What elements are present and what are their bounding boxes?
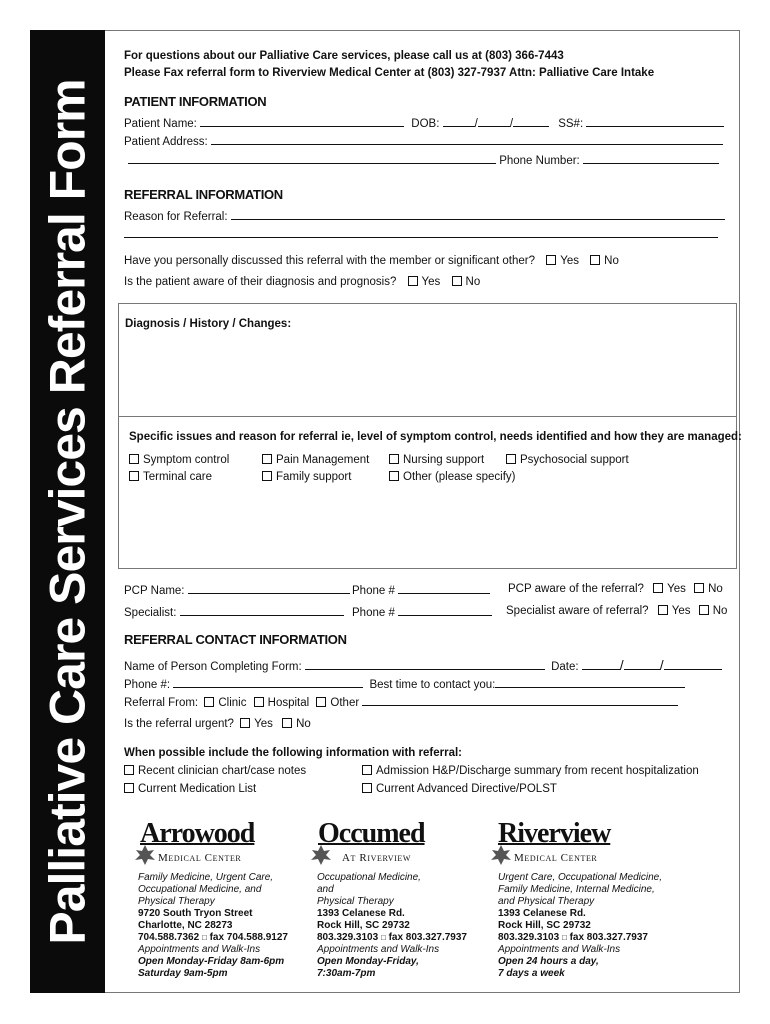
advanced-directive-label: Current Advanced Directive/POLST: [376, 783, 557, 795]
nursing-support-label: Nursing support: [403, 454, 485, 466]
clinic-checkbox[interactable]: [204, 697, 214, 707]
include-heading: When possible include the following information with referral:: [124, 747, 462, 759]
specialist-label: Specialist:: [124, 607, 177, 619]
discussed-no-label: No: [604, 255, 619, 267]
riverview-logo-sub: Medical Center: [514, 852, 598, 864]
other-from-label: Other: [330, 697, 360, 709]
admission-summary-checkbox[interactable]: [362, 765, 372, 775]
header-phone-line: For questions about our Palliative Care services, please call us at (803) 366-7443: [124, 50, 564, 62]
contact-phone-field[interactable]: [173, 676, 363, 688]
issue-option: [129, 453, 229, 467]
dob-year-field[interactable]: [513, 115, 549, 127]
admission-summary-label: Admission H&P/Discharge summary from recent hospitalization: [376, 765, 699, 777]
form-title-sidebar: [30, 30, 105, 993]
diagnosis-label: Diagnosis / History / Changes:: [125, 318, 292, 330]
chart-notes-label: Recent clinician chart/case notes: [138, 765, 307, 777]
aware-no-checkbox[interactable]: [452, 276, 462, 286]
arrowood-hours-1: Open Monday-Friday 8am-6pm: [138, 956, 285, 967]
date-day-field[interactable]: [624, 658, 660, 670]
pcp-aware-no-checkbox[interactable]: [694, 583, 704, 593]
issues-box[interactable]: [118, 416, 742, 569]
other-checkbox[interactable]: [389, 471, 399, 481]
discussed-yes-checkbox[interactable]: [546, 255, 556, 265]
arrowood-fax: fax 704.588.9127: [209, 932, 288, 943]
include-item: [362, 782, 557, 796]
occumed-hours-1: Open Monday-Friday,: [317, 956, 419, 967]
issue-option: [506, 453, 629, 467]
riverview-address-1: 1393 Celanese Rd.: [498, 908, 586, 919]
occumed-logo-sub: At Riverview: [342, 852, 412, 864]
header-fax-line: Please Fax referral form to Riverview Medical Center at (803) 327-7937 Attn: Palliative Care Intake: [124, 67, 655, 79]
other-label: Other (please specify): [403, 471, 516, 483]
aware-no-label: No: [465, 276, 481, 288]
riverview-hours-1: Open 24 hours a day,: [498, 956, 599, 967]
form-title: Palliative Care Services Referral Form: [39, 78, 96, 945]
issue-option: [262, 470, 351, 484]
issue-option: [129, 470, 212, 484]
arrowood-services-1: Family Medicine, Urgent Care,: [138, 872, 274, 883]
specialist-phone: [352, 604, 492, 620]
occumed-walkins: Appointments and Walk-Ins: [317, 944, 440, 955]
pcp-aware-label: PCP aware of the referral?: [508, 583, 644, 595]
symptom-control-checkbox[interactable]: [129, 454, 139, 464]
riverview-walkins: Appointments and Walk-Ins: [498, 944, 621, 955]
discussed-no-checkbox[interactable]: [590, 255, 600, 265]
pcp-phone-label: Phone #: [352, 585, 395, 597]
arrowood-hours-2: Saturday 9am-5pm: [138, 968, 228, 979]
arrowood-walkins: Appointments and Walk-Ins: [138, 944, 261, 955]
specialist-phone-label: Phone #: [352, 607, 395, 619]
best-time-label: Best time to contact you:: [369, 679, 496, 691]
hospital-label: Hospital: [267, 697, 310, 709]
reason-field-line2[interactable]: [124, 237, 718, 238]
occumed-services-1: Occupational Medicine,: [317, 872, 421, 883]
specialist-aware: [506, 604, 727, 618]
pcp-name-field[interactable]: [188, 582, 350, 594]
specialist-phone-field[interactable]: [398, 604, 492, 616]
occumed-hours-2: 7:30am-7pm: [317, 968, 376, 979]
patient-name-label: Patient Name:: [124, 118, 197, 130]
arrowood-services-2: Occupational Medicine, and: [138, 884, 262, 895]
family-support-label: Family support: [276, 471, 352, 483]
occumed-address-2: Rock Hill, SC 29732: [317, 920, 410, 931]
riverview-details: Urgent Care, Occupational Medicine, Family Medicine, Internal Medicine, and Physical Therapy 1393 Celanese Rd. Rock Hill, SC 29732 803.329.3103 □ fax 803.327.7937 Appointments and Walk-Ins Open 24 hours a day, 7 days a week: [498, 872, 662, 979]
chart-notes-checkbox[interactable]: [124, 765, 134, 775]
riverview-services-2: Family Medicine, Internal Medicine,: [498, 884, 655, 895]
arrowood-logo-name: Arrowood: [140, 818, 255, 849]
contact-heading: REFERRAL CONTACT INFORMATION: [124, 632, 347, 647]
pcp-aware-yes-label: Yes: [667, 583, 686, 595]
date-month-field[interactable]: [582, 658, 620, 670]
referral-from-row: [124, 694, 678, 710]
patient-address-line2-field[interactable]: [128, 152, 496, 164]
patient-name-field[interactable]: [200, 115, 404, 127]
other-from-checkbox[interactable]: [316, 697, 326, 707]
specialist-aware-no-checkbox[interactable]: [699, 605, 709, 615]
issues-label: Specific issues and reason for referral ie, level of symptom control, needs identified and how they are managed:: [129, 431, 742, 443]
urgent-yes-checkbox[interactable]: [240, 718, 250, 728]
pcp-phone: [352, 582, 490, 598]
phone-number-label: Phone Number:: [499, 155, 580, 167]
arrowood-details: Family Medicine, Urgent Care, Occupational Medicine, and Physical Therapy 9720 South Tryon Street Charlotte, NC 28273 704.588.7362 □ fax 704.588.9127 Appointments and Walk-Ins Open Monday-Friday 8am-6pm Saturday 9am-5pm: [138, 872, 288, 979]
riverview-logo-name: Riverview: [498, 818, 611, 849]
specialist-aware-no-label: No: [712, 605, 728, 617]
symptom-control-label: Symptom control: [143, 454, 230, 466]
diagnosis-box[interactable]: [118, 303, 737, 417]
phone-number-field[interactable]: [583, 152, 719, 164]
patient-phone-row: [128, 152, 719, 168]
urgent-label: Is the referral urgent?: [124, 718, 234, 730]
specialist-aware-yes-checkbox[interactable]: [658, 605, 668, 615]
best-time-field[interactable]: [495, 676, 685, 688]
arrowood-address-2: Charlotte, NC 28273: [138, 920, 233, 931]
occumed-services-2: and: [317, 884, 334, 895]
patient-address-label: Patient Address:: [124, 136, 208, 148]
nursing-support-checkbox[interactable]: [389, 454, 399, 464]
arrowood-phone: 704.588.7362: [138, 932, 200, 943]
date-year-field[interactable]: [664, 658, 722, 670]
riverview-services-1: Urgent Care, Occupational Medicine,: [498, 872, 662, 883]
dob-month-field[interactable]: [443, 115, 475, 127]
specialist-field[interactable]: [180, 604, 344, 616]
occumed-logo-name: Occumed: [318, 818, 425, 849]
discussed-question-text: Have you personally discussed this referral with the member or significant other?: [124, 255, 535, 267]
urgent-no-checkbox[interactable]: [282, 718, 292, 728]
completing-label: Name of Person Completing Form:: [124, 661, 302, 673]
referral-info-heading: REFERRAL INFORMATION: [124, 187, 283, 202]
referral-from-label: Referral From:: [124, 697, 199, 709]
pcp-aware-no-label: No: [708, 583, 723, 595]
urgent-row: [124, 717, 311, 731]
urgent-yes-label: Yes: [254, 718, 273, 730]
patient-address-row: [124, 133, 723, 149]
arrowood-services-3: Physical Therapy: [138, 896, 215, 907]
patient-name-row: Patient Name: DOB: / / SS#:: [124, 115, 724, 131]
aware-question: [124, 275, 480, 289]
ss-field[interactable]: [586, 115, 724, 127]
patient-info-heading: PATIENT INFORMATION: [124, 94, 267, 109]
aware-yes-label: Yes: [421, 276, 441, 288]
medication-list-checkbox[interactable]: [124, 783, 134, 793]
discussed-question: [124, 254, 619, 268]
pain-management-label: Pain Management: [276, 454, 370, 466]
pcp-aware-yes-checkbox[interactable]: [653, 583, 663, 593]
family-support-checkbox[interactable]: [262, 471, 272, 481]
occumed-phone: 803.329.3103: [317, 932, 379, 943]
pain-management-checkbox[interactable]: [262, 454, 272, 464]
reason-row: [124, 208, 725, 224]
riverview-hours-2: 7 days a week: [498, 968, 565, 979]
hospital-checkbox[interactable]: [254, 697, 264, 707]
psychosocial-support-checkbox[interactable]: [506, 454, 516, 464]
arrowood-address-1: 9720 South Tryon Street: [138, 908, 253, 919]
occumed-fax: fax 803.327.7937: [388, 932, 467, 943]
issue-option: [389, 453, 484, 467]
medication-list-label: Current Medication List: [138, 783, 257, 795]
terminal-care-checkbox[interactable]: [129, 471, 139, 481]
terminal-care-label: Terminal care: [143, 471, 213, 483]
occumed-details: Occupational Medicine, and Physical Therapy 1393 Celanese Rd. Rock Hill, SC 29732 803.329.3103 □ fax 803.327.7937 Appointments and Walk-Ins Open Monday-Friday, 7:30am-7pm: [317, 872, 467, 979]
patient-address-field[interactable]: [211, 133, 723, 145]
completing-row: Name of Person Completing Form: Date: / /: [124, 658, 722, 674]
specialist-row: [124, 604, 344, 620]
completing-field[interactable]: [305, 658, 545, 670]
include-item: [124, 782, 256, 796]
aware-question-text: Is the patient aware of their diagnosis and prognosis?: [124, 276, 397, 288]
occumed-address-1: 1393 Celanese Rd.: [317, 908, 405, 919]
discussed-yes-label: Yes: [560, 255, 579, 267]
riverview-address-2: Rock Hill, SC 29732: [498, 920, 591, 931]
arrowood-logo-sub: Medical Center: [158, 852, 242, 864]
issue-option: [262, 453, 369, 467]
psychosocial-support-label: Psychosocial support: [520, 454, 629, 466]
reason-label: Reason for Referral:: [124, 211, 228, 223]
reason-field[interactable]: [231, 208, 725, 220]
contact-phone-row: [124, 676, 685, 692]
include-item: [362, 764, 699, 778]
advanced-directive-checkbox[interactable]: [362, 783, 372, 793]
pcp-row: [124, 582, 350, 598]
riverview-services-3: and Physical Therapy: [498, 896, 595, 907]
other-from-field[interactable]: [362, 694, 678, 706]
ss-label: SS#:: [558, 118, 584, 130]
dob-day-field[interactable]: [478, 115, 510, 127]
clinic-label: Clinic: [218, 697, 247, 709]
pcp-name-label: PCP Name:: [124, 585, 185, 597]
issue-option: [389, 470, 516, 484]
dob-label: DOB:: [411, 118, 440, 130]
specialist-aware-yes-label: Yes: [671, 605, 691, 617]
pcp-aware: [508, 582, 723, 596]
date-label: Date:: [551, 661, 579, 673]
specialist-aware-label: Specialist aware of referral?: [506, 605, 649, 617]
riverview-fax: fax 803.327.7937: [569, 932, 648, 943]
include-item: [124, 764, 306, 778]
occumed-services-3: Physical Therapy: [317, 896, 394, 907]
pcp-phone-field[interactable]: [398, 582, 490, 594]
contact-phone-label: Phone #:: [124, 679, 171, 691]
aware-yes-checkbox[interactable]: [408, 276, 418, 286]
urgent-no-label: No: [296, 718, 311, 730]
riverview-phone: 803.329.3103: [498, 932, 560, 943]
